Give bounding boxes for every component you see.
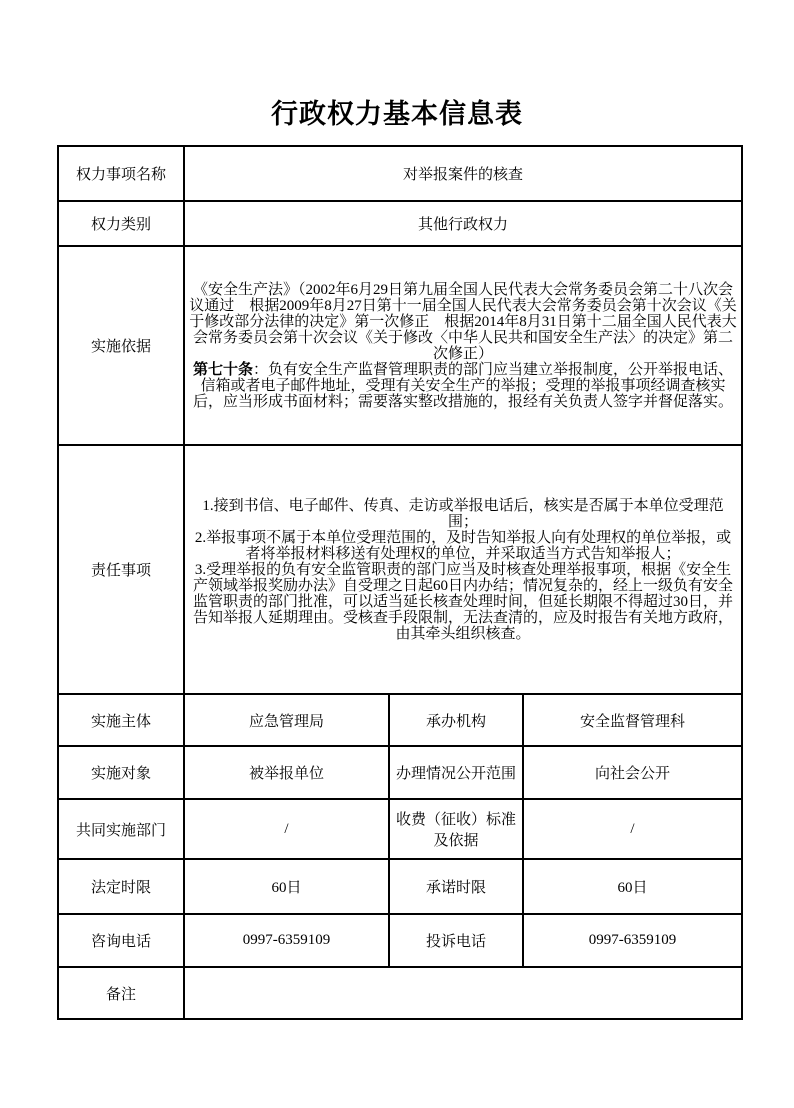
basis-label: 实施依据: [58, 246, 184, 445]
row-responsibility: [58, 445, 742, 694]
basis-article-title: 第七十条: [193, 361, 254, 378]
promised-limit-value: 60日: [523, 859, 742, 914]
promised-limit-label: 承诺时限: [389, 859, 523, 914]
consult-phone-label: 咨询电话: [58, 914, 184, 967]
category-label: 权力类别: [58, 201, 184, 246]
category-value: 其他行政权力: [184, 201, 742, 246]
basis-article-body: ：负有安全生产监督管理职责的部门应当建立举报制度，公开举报电话、信箱或者电子邮件地址，受理有关安全生产的举报；受理的举报事项经调查核实后，应当形成书面材料；需要落实整改措施的，报经有关负责人签字并督促落实。: [193, 361, 734, 410]
implementer-value: 应急管理局: [184, 694, 389, 746]
remarks-label: 备注: [58, 967, 184, 1019]
info-table: [57, 145, 743, 1020]
page-title: 行政权力基本信息表: [271, 99, 523, 129]
responsibility-item: 2.举报事项不属于本单位受理范围的，及时告知举报人向有处理权的单位举报，或者将举报材料移送有处理权的单位，并采取适当方式告知举报人；: [194, 529, 732, 562]
row-target: [58, 746, 742, 799]
fee-standard-label: 收费（征收）标准及依据: [389, 799, 523, 859]
item-name-label: 权力事项名称: [58, 146, 184, 201]
target-label: 实施对象: [58, 746, 184, 799]
joint-dept-label: 共同实施部门: [58, 799, 184, 859]
responsibility-item: 3.受理举报的负有安全监管职责的部门应当及时核查处理举报事项，根据《安全生产领域举报奖励办法》自受理之日起60日内办结；情况复杂的，经上一级负有安全监管职责的部门批准，可以适当延长核查处理时间，但延长期限不得超过30日，并告知举报人延期理由。受核查手段限制，无法查清的，应及时报告有关地方政府，由其牵头组织核查。: [193, 561, 734, 642]
complaint-phone-label: 投诉电话: [389, 914, 523, 967]
disclosure-scope-label: 办理情况公开范围: [389, 746, 523, 799]
basis-paragraph: 《安全生产法》（2002年6月29日第九届全国人民代表大会常务委员会第二十八次会议通过 根据2009年8月27日第十一届全国人民代表大会常务委员会第十次会议《关于修改部分法律的决定》第一次修正 根据2014年8月31日第十二届全国人民代表大会常务委员会第十次会议《关于修改〈中华人民共和国安全生产法〉的决定》第二次修正）: [189, 281, 737, 362]
row-time-limit: [58, 859, 742, 914]
row-implementer: [58, 694, 742, 746]
row-joint: [58, 799, 742, 859]
implementer-label: 实施主体: [58, 694, 184, 746]
target-value: 被举报单位: [184, 746, 389, 799]
disclosure-scope-value: 向社会公开: [523, 746, 742, 799]
basis-article: [189, 362, 737, 410]
joint-dept-value: /: [184, 799, 389, 859]
row-basis: [58, 246, 742, 445]
undertaking-org-label: 承办机构: [389, 694, 523, 746]
fee-standard-value: /: [523, 799, 742, 859]
undertaking-org-value: 安全监督管理科: [523, 694, 742, 746]
row-item-name: [58, 146, 742, 201]
row-phone: [58, 914, 742, 967]
statutory-limit-label: 法定时限: [58, 859, 184, 914]
statutory-limit-value: 60日: [184, 859, 389, 914]
responsibility-item: 1.接到书信、电子邮件、传真、走访或举报电话后，核实是否属于本单位受理范围；: [202, 497, 724, 530]
consult-phone-value: 0997-6359109: [184, 914, 389, 967]
basis-value: [184, 246, 742, 445]
item-name-value: 对举报案件的核查: [184, 146, 742, 201]
responsibility-label: 责任事项: [58, 445, 184, 694]
remarks-value: [184, 967, 742, 1019]
complaint-phone-value: 0997-6359109: [523, 914, 742, 967]
row-category: [58, 201, 742, 246]
responsibility-value: [184, 445, 742, 694]
row-remarks: [58, 967, 742, 1019]
